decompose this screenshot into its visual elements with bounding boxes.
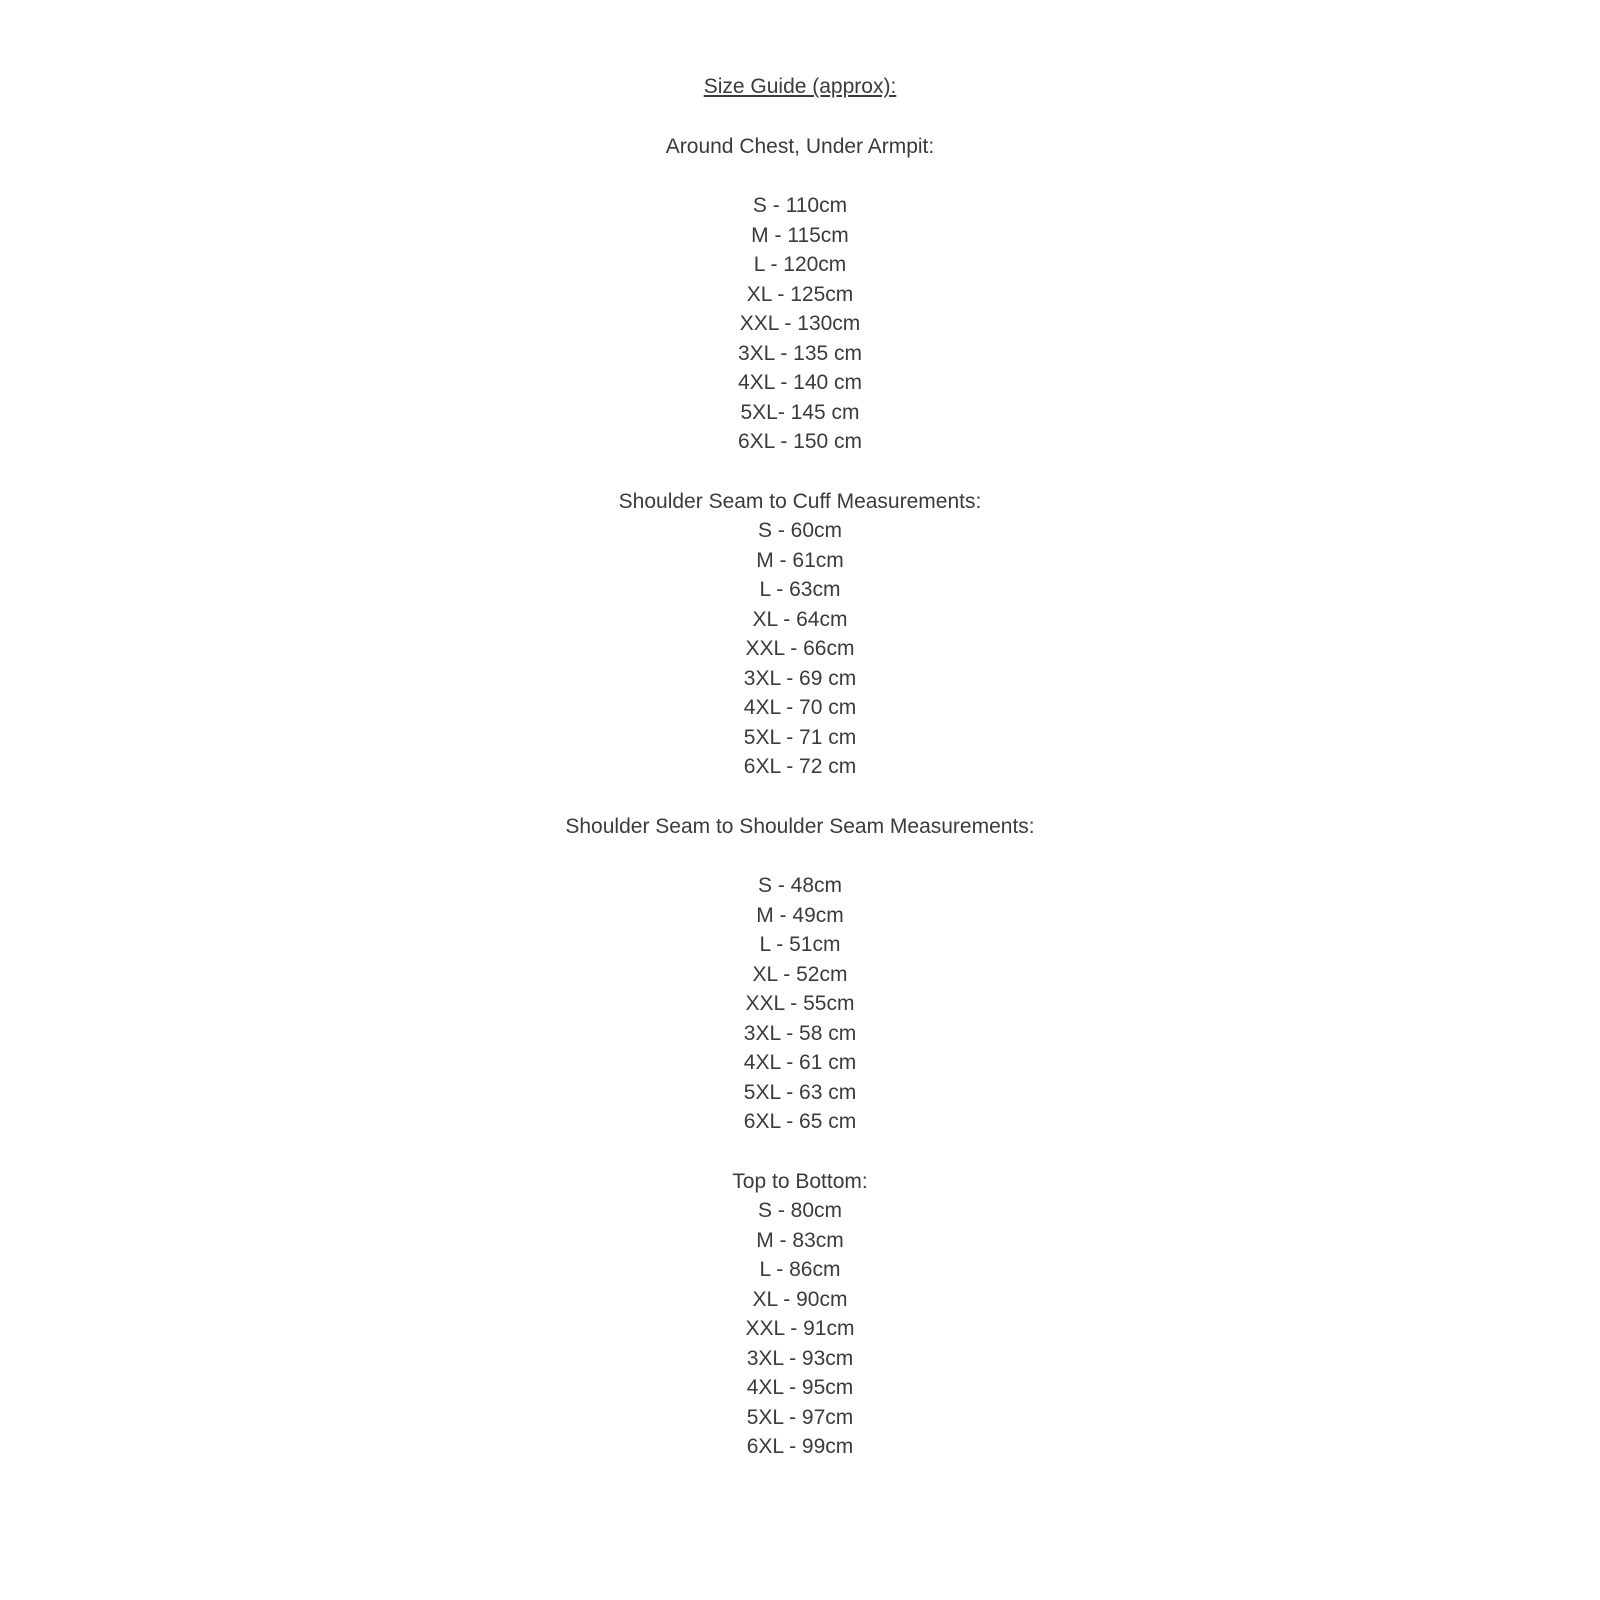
size-line: 5XL - 71 cm xyxy=(743,725,857,749)
size-line: S - 48cm xyxy=(757,874,843,897)
size-line: 5XL - 97cm xyxy=(746,1405,854,1429)
size-line: XL - 90cm xyxy=(752,1287,848,1311)
size-line: 6XL - 99cm xyxy=(746,1435,854,1458)
size-line: 3XL - 135 cm xyxy=(737,341,863,365)
section-heading: Shoulder Seam to Cuff Measurements: xyxy=(618,489,982,513)
size-line: M - 115cm xyxy=(751,223,849,247)
section-sleeve xyxy=(0,487,1600,782)
size-line: 4XL - 61 cm xyxy=(743,1051,857,1074)
size-line: L - 51cm xyxy=(759,933,841,956)
section-length xyxy=(0,1167,1600,1462)
size-line: XL - 125cm xyxy=(746,282,854,306)
size-line: L - 86cm xyxy=(759,1258,841,1281)
size-line: XXL - 91cm xyxy=(745,1317,855,1340)
size-line: 5XL - 63 cm xyxy=(743,1080,857,1104)
size-line: M - 49cm xyxy=(756,903,844,927)
size-line: M - 83cm xyxy=(756,1228,844,1252)
size-line: XXL - 130cm xyxy=(739,312,861,335)
size-line: L - 120cm xyxy=(753,253,847,276)
size-line: 5XL- 145 cm xyxy=(740,400,860,424)
size-line: 4XL - 70 cm xyxy=(743,696,857,719)
page-title: Size Guide (approx): xyxy=(703,75,897,98)
size-line: M - 61cm xyxy=(756,548,844,572)
size-line: S - 110cm xyxy=(752,194,848,217)
size-line: 3XL - 69 cm xyxy=(743,666,857,690)
size-line: 3XL - 93cm xyxy=(746,1346,854,1370)
size-line: 4XL - 95cm xyxy=(746,1376,854,1399)
size-line: S - 80cm xyxy=(757,1199,843,1222)
size-line: 6XL - 65 cm xyxy=(743,1110,857,1133)
size-line: XL - 64cm xyxy=(752,607,848,631)
size-line: XXL - 66cm xyxy=(745,637,855,660)
size-line: 4XL - 140 cm xyxy=(737,371,863,394)
section-heading: Shoulder Seam to Shoulder Seam Measurements: xyxy=(565,814,1035,838)
section-heading: Around Chest, Under Armpit: xyxy=(665,134,935,158)
size-line: 6XL - 72 cm xyxy=(743,755,857,778)
size-line: L - 63cm xyxy=(759,578,841,601)
size-line: 3XL - 58 cm xyxy=(743,1021,857,1045)
size-line: XXL - 55cm xyxy=(745,992,855,1015)
section-shoulder xyxy=(0,812,1600,1137)
size-line: S - 60cm xyxy=(757,519,843,542)
size-line: XL - 52cm xyxy=(752,962,848,986)
size-line: 6XL - 150 cm xyxy=(737,430,863,453)
section-chest xyxy=(0,132,1600,457)
section-heading: Top to Bottom: xyxy=(732,1169,868,1193)
